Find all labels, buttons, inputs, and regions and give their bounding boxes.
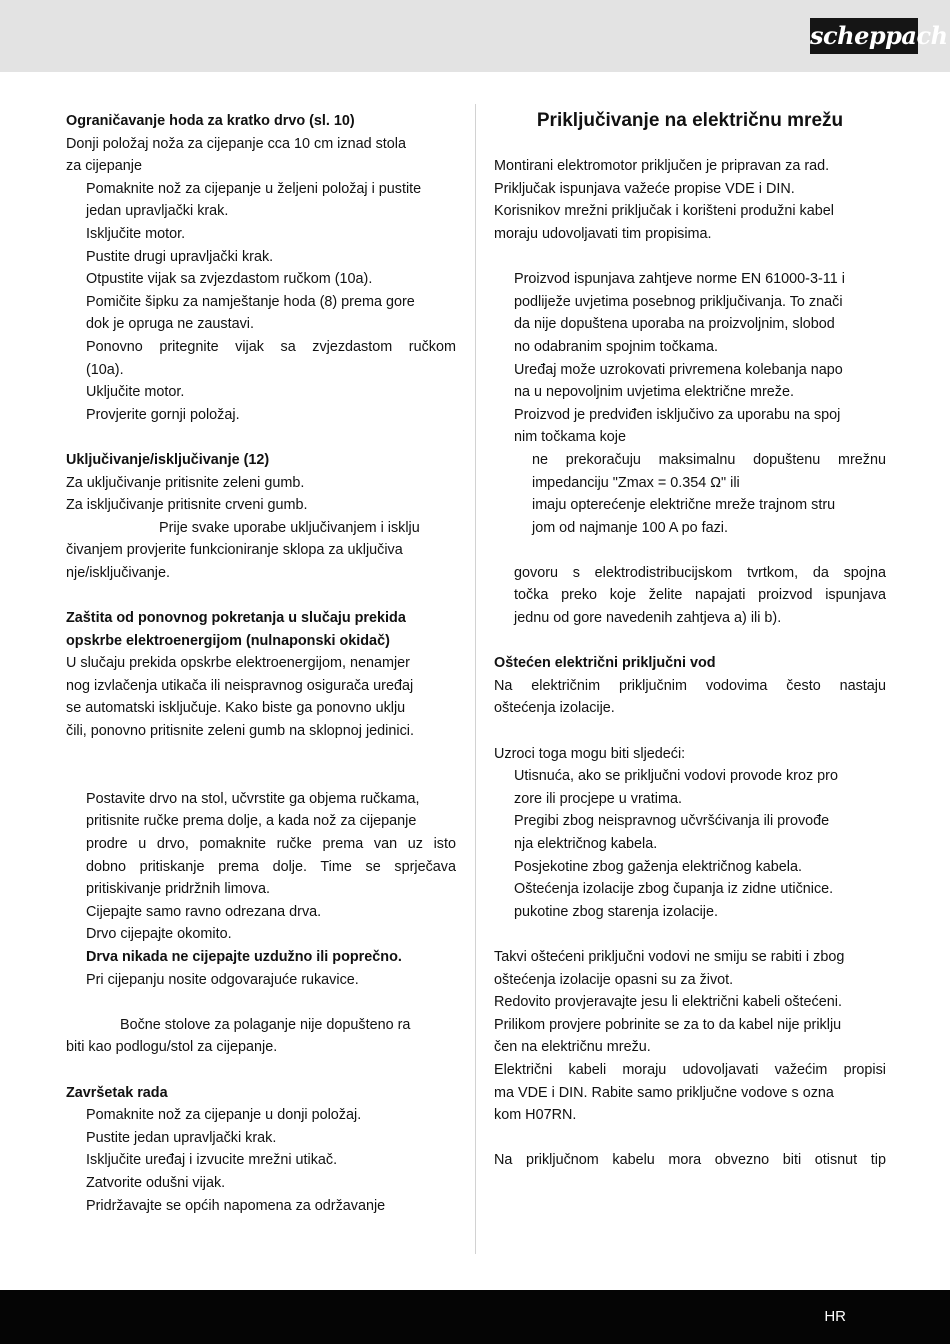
text-line: Takvi oštećeni priključni vodovi ne smiju se rabiti i zbog: [494, 948, 845, 965]
sub-list-item: impedanciju "Zmax = 0.354 Ω" ili: [532, 474, 740, 491]
list-item: Uključite motor.: [86, 384, 185, 401]
right-column: [494, 110, 886, 1172]
text-line: kom H07RN.: [494, 1107, 577, 1124]
list-item: pritisnite ručke prema dolje, a kada nož za cijepanje: [86, 813, 417, 830]
list-item: Pomičite šipku za namještanje hoda (8) prema gore: [86, 293, 415, 310]
sub-list-item: ne prekoračuju maksimalnu dopuštenu mrežnu: [532, 451, 886, 468]
text-line: Za isključivanje pritisnite crveni gumb.: [66, 497, 308, 514]
list-item: Drvo cijepajte okomito.: [86, 926, 232, 943]
text-line: Na priključnom kabelu mora obvezno biti otisnut tip: [494, 1152, 886, 1169]
text-line: Donji položaj noža za cijepanje cca 10 cm iznad stola: [66, 135, 406, 152]
text-line: ma VDE i DIN. Rabite samo priključne vodove s ozna: [494, 1084, 834, 1101]
list-item: Pri cijepanju nosite odgovarajuće rukavice.: [86, 971, 359, 988]
text-line: čivanjem provjerite funkcioniranje sklopa za uključiva: [66, 542, 403, 559]
list-item: pritiskivanje pridržnih limova.: [86, 881, 270, 898]
column-divider: [475, 104, 476, 1254]
text-line: Montirani elektromotor priključen je pripravan za rad.: [494, 158, 830, 175]
list-item: Pustite drugi upravljački krak.: [86, 248, 274, 265]
text-line: Priključak ispunjava važeće propise VDE i DIN.: [494, 180, 795, 197]
brand-logo: scheppach: [810, 18, 918, 54]
text-line: Prije svake uporabe uključivanjem i isklju: [159, 519, 420, 536]
text-line: nog izvlačenja utikača ili neispravnog osigurača uređaj: [66, 677, 414, 694]
list-item: no odabranim spojnim točkama.: [514, 338, 718, 355]
list-item: točka preko koje želite napajati proizvod ispunjava: [514, 587, 886, 604]
list-item: Postavite drvo na stol, učvrstite ga objema ručkama,: [86, 790, 420, 807]
list-item: dobno pritiskanje prema dolje. Time se sprječava: [86, 858, 456, 875]
left-column: [66, 110, 456, 1217]
sub-list-item: imaju opterećenje električne mreže trajnom stru: [532, 497, 836, 514]
section-title-damaged-cable: Oštećen električni priključni vod: [494, 655, 716, 672]
list-item: dok je opruga ne zaustavi.: [86, 316, 255, 333]
section-title-mains-connection: Priključivanje na električnu mrežu: [536, 110, 844, 131]
list-item: nim točkama koje: [514, 429, 626, 446]
list-item: Otpustite vijak sa zvjezdastom ručkom (10a).: [86, 271, 373, 288]
list-item: Pomaknite nož za cijepanje u donji položaj.: [86, 1107, 362, 1124]
text-line: Za uključivanje pritisnite zeleni gumb.: [66, 474, 305, 491]
list-item: prodre u drvo, pomaknite ručke prema van uz isto: [86, 836, 456, 852]
text-line: nje/isključivanje.: [66, 564, 170, 581]
list-item: Pomaknite nož za cijepanje u željeni položaj i pustite: [86, 180, 422, 197]
text-line: moraju udovoljavati tim propisima.: [494, 225, 712, 242]
list-item: Utisnuća, ako se priključni vodovi provode kroz pro: [514, 768, 838, 785]
list-item: pukotine zbog starenja izolacije.: [514, 903, 718, 920]
list-item: Zatvorite odušni vijak.: [86, 1174, 226, 1191]
text-line: Bočne stolove za polaganje nije dopušteno ra: [120, 1016, 411, 1033]
text-line: oštećenja izolacije opasni su za život.: [494, 971, 734, 988]
text-line: čili, ponovno pritisnite zeleni gumb na sklopnoj jedinici.: [66, 723, 414, 740]
text-line: Redovito provjeravajte jesu li električni kabeli oštećeni.: [494, 994, 842, 1011]
page-header: [0, 0, 950, 72]
text-line: Na električnim priključnim vodovima često nastaju: [494, 677, 886, 694]
list-item: jedan upravljački krak.: [86, 203, 229, 220]
text-line: Uzroci toga mogu biti sljedeći:: [494, 745, 686, 762]
sub-list-item: jom od najmanje 100 A po fazi.: [532, 519, 729, 536]
text-line: Korisnikov mrežni priključak i korišteni produžni kabel: [494, 203, 834, 220]
text-line: Prilikom provjere pobrinite se za to da kabel nije priklju: [494, 1016, 842, 1033]
list-item: Pridržavajte se općih napomena za održavanje: [86, 1197, 386, 1214]
section-title-on-off: Uključivanje/isključivanje (12): [66, 451, 270, 468]
list-item: jednu od gore navedenih zahtjeva a) ili b).: [514, 610, 782, 627]
list-item: Pregibi zbog neispravnog učvršćivanja ili provođe: [514, 813, 830, 830]
text-line: U slučaju prekida opskrbe elektroenergijom, nenamjer: [66, 655, 410, 672]
text-line: Električni kabeli moraju udovoljavati važećim propisi: [494, 1061, 886, 1078]
page-footer: [0, 1290, 950, 1344]
section-title-restart-protection: Zaštita od ponovnog pokretanja u slučaju prekida: [66, 610, 406, 627]
list-item: Provjerite gornji položaj.: [86, 406, 240, 423]
list-item: nja električnog kabela.: [514, 836, 658, 852]
list-item: podliježe uvjetima posebnog priključivanja. To znači: [514, 293, 843, 310]
list-item: Posjekotine zbog gaženja električnog kabela.: [514, 858, 803, 875]
list-item: Oštećenja izolacije zbog čupanja iz zidne utičnice.: [514, 881, 834, 898]
list-item: Uređaj može uzrokovati privremena kolebanja napo: [514, 361, 843, 378]
text-line: se automatski isključuje. Kako biste ga ponovno uklju: [66, 700, 406, 717]
list-item: (10a).: [86, 361, 124, 378]
section-title-finish-work: Završetak rada: [66, 1084, 168, 1101]
list-item: Proizvod je predviđen isključivo za uporabu na spoj: [514, 406, 841, 423]
list-item: da nije dopuštena uporaba na proizvoljnim, slobod: [514, 316, 835, 333]
language-code: HR: [824, 1308, 846, 1325]
text-line: čen na električnu mrežu.: [494, 1039, 651, 1056]
list-item: Isključite motor.: [86, 225, 186, 242]
list-item: na u nepovoljnim uvjetima električne mreže.: [514, 384, 794, 401]
text-line: za cijepanje: [66, 158, 143, 175]
text-line: biti kao podlogu/stol za cijepanje.: [66, 1039, 278, 1056]
list-item: govoru s elektrodistribucijskom tvrtkom, da spojna: [514, 564, 886, 581]
list-item: Cijepajte samo ravno odrezana drva.: [86, 903, 322, 920]
list-item: Isključite uređaj i izvucite mrežni utikač.: [86, 1152, 338, 1169]
list-item: zore ili procjepe u vratima.: [514, 790, 682, 807]
section-title-restart-protection-2: opskrbe elektroenergijom (nulnaponski okidač): [66, 632, 390, 649]
section-title-stroke-limit: Ograničavanje hoda za kratko drvo (sl. 10): [66, 113, 355, 129]
list-item: Proizvod ispunjava zahtjeve norme EN 61000-3-11 i: [514, 271, 845, 288]
list-item-warning: Drva nikada ne cijepajte uzdužno ili poprečno.: [86, 948, 402, 965]
text-line: oštećenja izolacije.: [494, 700, 615, 717]
list-item: Ponovno pritegnite vijak sa zvjezdastom ručkom: [86, 338, 456, 355]
list-item: Pustite jedan upravljački krak.: [86, 1129, 277, 1146]
